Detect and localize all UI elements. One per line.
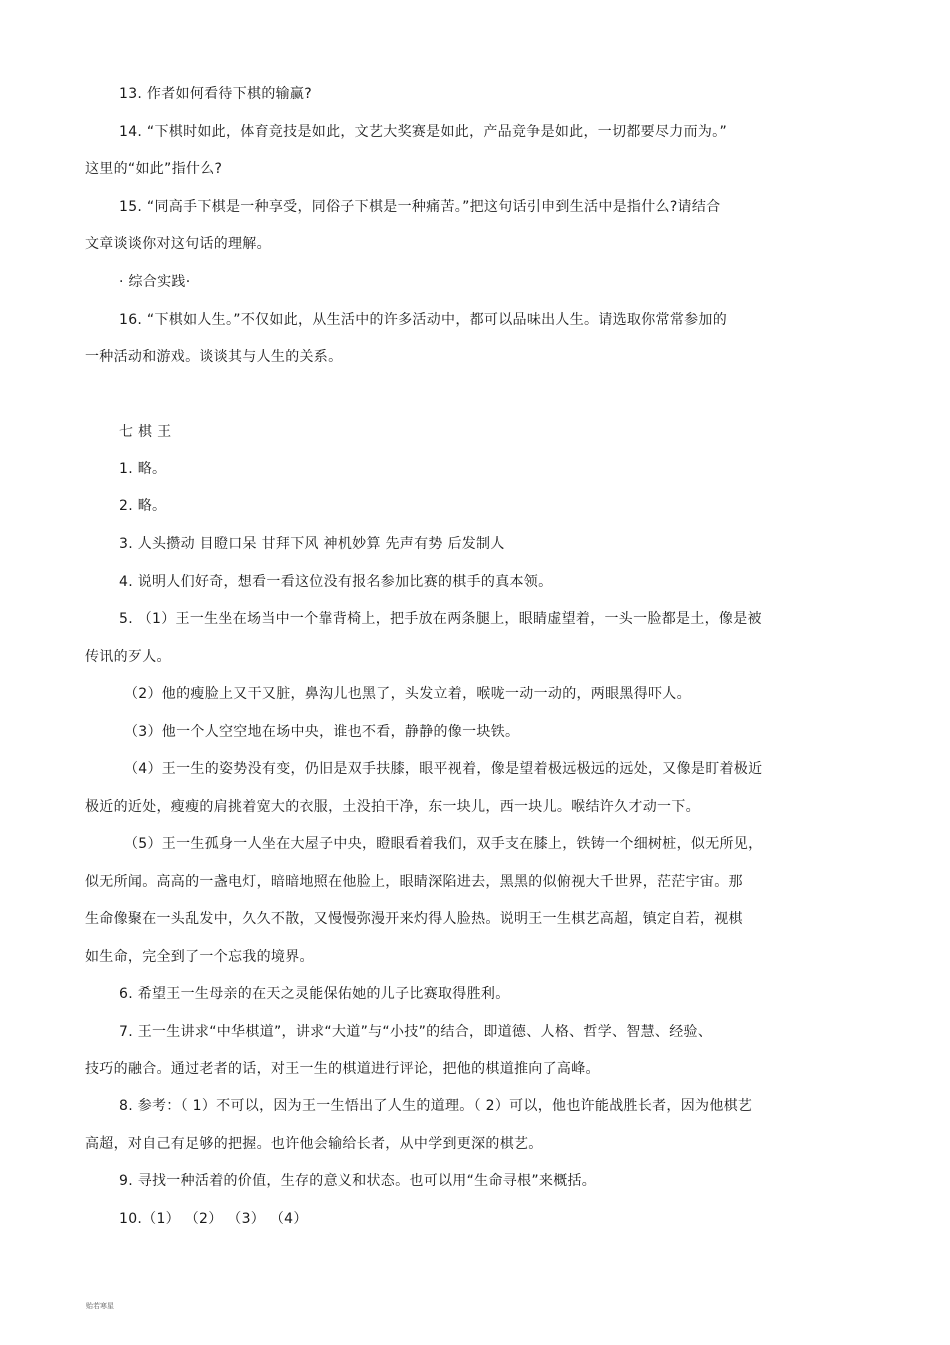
answer-1: 1. 略。	[119, 461, 167, 477]
answer-5-line-1: 5. （1）王一生坐在场当中一个靠背椅上，把手放在两条腿上，眼睛虚望着，一头一脸都是土，像是被	[119, 611, 762, 627]
question-14-line-2: 这里的“如此”指什么?	[85, 161, 223, 177]
answer-5-item-4-line-1: （4）王一生的姿势没有变，仍旧是双手扶膝，眼平视着，像是望着极远极远的远处，又像是盯着极近	[124, 761, 763, 777]
answer-5-item-5-line-3: 生命像聚在一头乱发中，久久不散，又慢慢弥漫开来灼得人脸热。说明王一生棋艺高超，镇定自若，视棋	[85, 911, 743, 927]
answer-4: 4. 说明人们好奇，想看一看这位没有报名参加比赛的棋手的真本领。	[119, 574, 553, 590]
answer-5-item-3: （3）他一个人空空地在场中央，谁也不看，静静的像一块铁。	[124, 724, 520, 740]
answer-7-line-2: 技巧的融合。通过老者的话，对王一生的棋道进行评论，把他的棋道推向了高峰。	[85, 1061, 600, 1077]
answer-5-item-4-line-2: 极近的近处，瘦瘦的肩挑着宽大的衣服，土没拍干净，东一块儿，西一块儿。喉结许久才动一下。	[85, 799, 700, 815]
question-15-line-1: 15. “同高手下棋是一种享受，同俗子下棋是一种痛苦。”把这句话引申到生活中是指什么?请结合	[119, 199, 721, 215]
answer-5-item-2: （2）他的瘦脸上又干又脏，鼻沟儿也黑了，头发立着，喉咙一动一动的，两眼黑得吓人。	[124, 686, 691, 702]
answer-2: 2. 略。	[119, 498, 167, 514]
question-16-line-1: 16. “下棋如人生。”不仅如此，从生活中的许多活动中，都可以品味出人生。请选取你常常参加的	[119, 312, 728, 328]
answer-5-item-5-line-1: （5）王一生孤身一人坐在大屋子中央，瞪眼看着我们，双手支在膝上，铁铸一个细树桩，似无所见，	[124, 836, 763, 852]
section-heading-practice: · 综合实践·	[119, 274, 191, 290]
answer-10: 10.（1） （2） （3） （4）	[119, 1211, 308, 1227]
answer-3: 3. 人头攒动 目瞪口呆 甘拜下风 神机妙算 先声有势 后发制人	[119, 536, 505, 552]
answer-8-line-2: 高超，对自己有足够的把握。也许他会输给长者，从中学到更深的棋艺。	[85, 1136, 543, 1152]
question-15-line-2: 文章谈谈你对这句话的理解。	[85, 236, 271, 252]
answer-9: 9. 寻找一种活着的价值，生存的意义和状态。也可以用“生命寻根”来概括。	[119, 1173, 597, 1189]
answer-5-item-5-line-2: 似无所闻。高高的一盏电灯，暗暗地照在他脸上，眼睛深陷进去，黑黑的似俯视大千世界，茫茫宇宙。那	[85, 874, 743, 890]
answer-5-item-5-line-4: 如生命，完全到了一个忘我的境界。	[85, 949, 314, 965]
page-footer: 贻若寒星	[86, 1302, 114, 1310]
answer-7-line-1: 7. 王一生讲求“中华棋道”，讲求“大道”与“小技”的结合，即道德、人格、哲学、智慧、经验、	[119, 1024, 713, 1040]
question-16-line-2: 一种活动和游戏。谈谈其与人生的关系。	[85, 349, 343, 365]
question-13: 13. 作者如何看待下棋的输赢?	[119, 86, 312, 102]
question-14-line-1: 14. “下棋时如此，体育竞技是如此，文艺大奖赛是如此，产品竞争是如此，一切都要尽力而为。”	[119, 124, 728, 140]
answer-6: 6. 希望王一生母亲的在天之灵能保佑她的儿子比赛取得胜利。	[119, 986, 510, 1002]
answer-section-title: 七 棋 王	[119, 424, 172, 440]
answer-8-line-1: 8. 参考：（ 1）不可以，因为王一生悟出了人生的道理。（ 2）可以，他也许能战胜长者，因为他棋艺	[119, 1098, 753, 1114]
answer-5-line-2: 传讯的歹人。	[85, 649, 171, 665]
